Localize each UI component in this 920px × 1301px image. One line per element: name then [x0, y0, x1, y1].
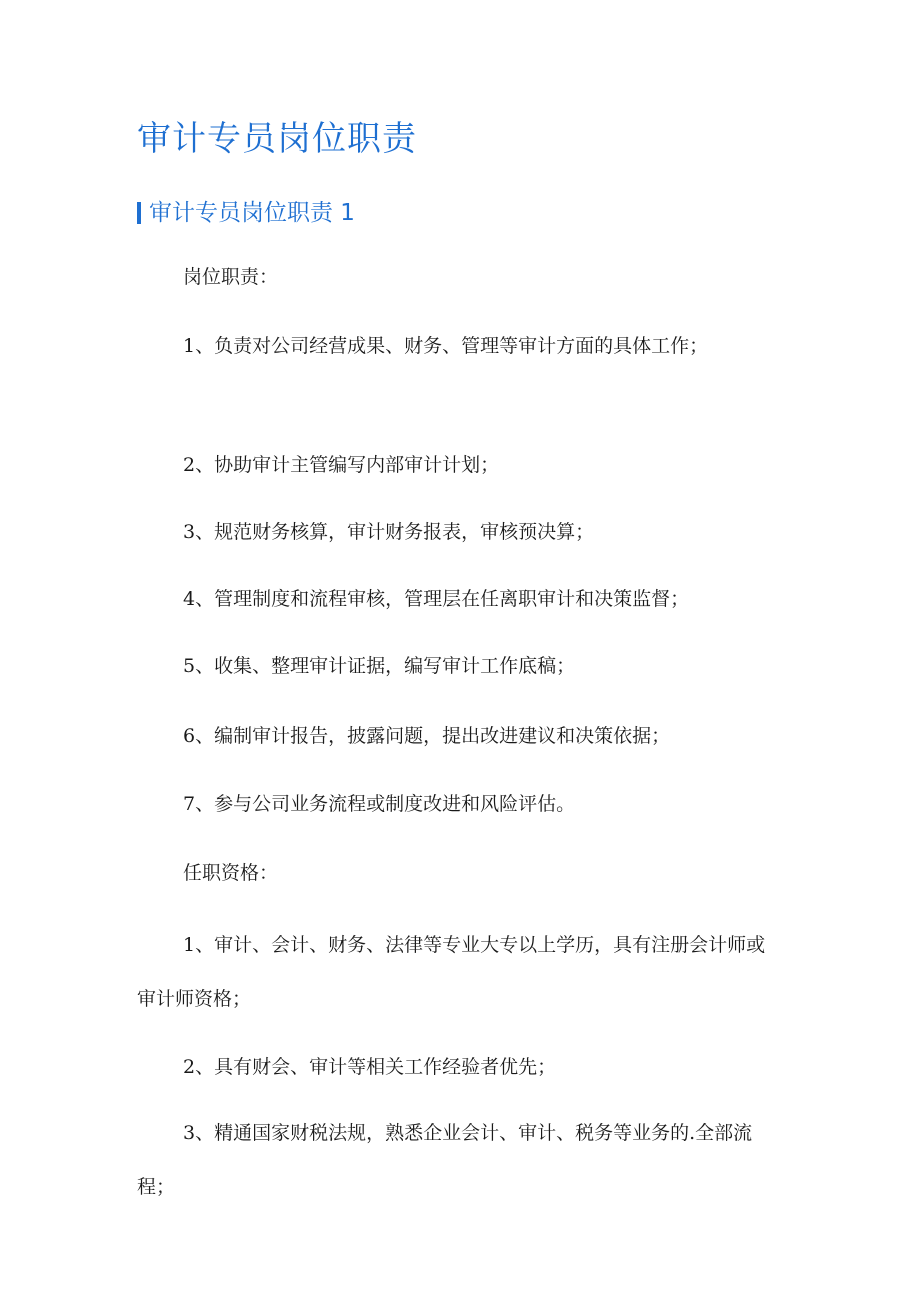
paragraph-duty-4: 4、管理制度和流程审核，管理层在任离职审计和决策监督； [183, 588, 690, 610]
section-heading-text: 审计专员岗位职责 1 [149, 200, 355, 226]
document-title: 审计专员岗位职责 [137, 119, 417, 159]
section-bar-marker [137, 202, 141, 224]
paragraph-duty-7: 7、参与公司业务流程或制度改进和风险评估。 [183, 793, 576, 815]
section-heading [137, 197, 355, 229]
paragraph-duty-5: 5、收集、整理审计证据，编写审计工作底稿； [183, 655, 576, 677]
paragraph-qualification-1: 1、审计、会计、财务、法律等专业大专以上学历，具有注册会计师或审计师资格； [137, 934, 766, 1010]
paragraph-duties-heading: 岗位职责： [183, 266, 279, 288]
paragraph-duty-1: 1、负责对公司经营成果、财务、管理等审计方面的具体工作； [183, 335, 709, 357]
paragraph-qualification-3: 3、精通国家财税法规，熟悉企业会计、审计、税务等业务的.全部流程； [137, 1122, 753, 1198]
paragraph-duty-3: 3、规范财务核算，审计财务报表，审核预决算； [183, 521, 595, 543]
paragraph-duty-6: 6、编制审计报告，披露问题，提出改进建议和决策依据； [183, 725, 671, 747]
paragraph-duty-2: 2、协助审计主管编写内部审计计划； [183, 454, 500, 476]
paragraph-qualification-2: 2、具有财会、审计等相关工作经验者优先； [183, 1056, 557, 1078]
paragraph-qualifications-heading: 任职资格： [183, 862, 279, 884]
